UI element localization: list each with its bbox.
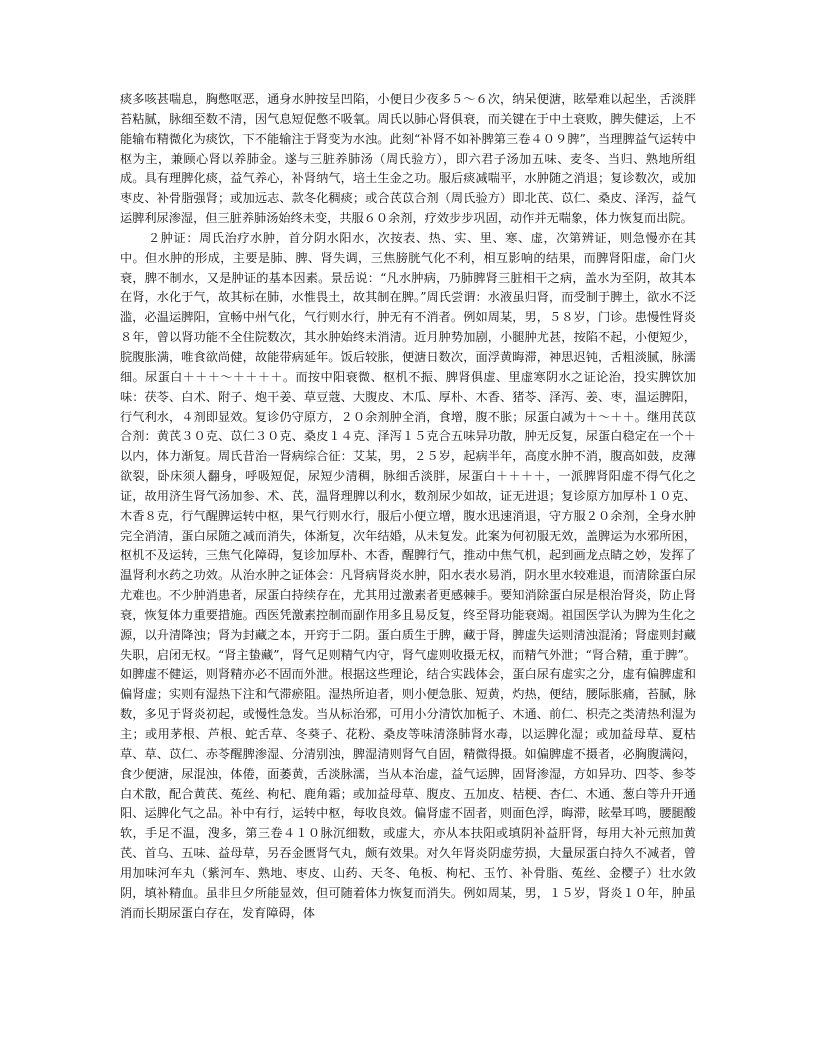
paragraph-1: 痰多咳甚喘息，胸憋呕恶，通身水肿按呈凹陷，小便日少夜多５～６次，纳呆便溏，眩晕难以起坐，舌淡胖苔粘腻，脉细至数不清，因气息短促憋不吸氧。周氏以肺心肾俱衰，而关键在于中土衰败，脾失健运，上不能输布精微化为痰饮，下不能输注于肾变为水浊。此刻“补肾不如补脾第三卷４０９脾”，当理脾益气运转中枢为主，兼顾心肾以养肺金。遂与三脏养肺汤（周氏验方），即六君子汤加五味、麦冬、当归、熟地所组成。具有理脾化痰，益气养心，补肾纳气，培土生金之功。服后痰减喘平，水肿随之消退；复诊数次，或加枣皮、补骨脂强肾；或加远志、款冬化稠痰；或合芪苡合剂（周氏验方）即北芪、苡仁、桑皮、泽泻，益气运脾利尿渗湿，但三脏养肺汤始终未变，共服６０余剂，疗效步步巩固，动作并无喘象，体力恢复而出院。 [120, 92, 696, 226]
document-page [120, 90, 696, 923]
paragraph-2: ２肿证：周氏治疗水肿，首分阴水阳水，次按表、热、实、里、寒、虚，次第辨证，则急慢亦在其中。但水肿的形成，主要是肺、脾、肾失调，三焦膀胱气化不利，相互影响的结果，而脾肾阳虚，命门火衰，脾不制水，又是肿证的基本因素。景岳说：“凡水肿病，乃肺脾肾三脏相干之病，盖水为至阴，故其本在肾，水化于气，故其标在肺，水惟畏土，故其制在脾。”周氏尝谓：水液虽归肾，而受制于脾土，欲水不泛滥，必温运脾阳，宣畅中州气化，气行则水行，肿无有不消者。例如周某，男，５８岁，门诊。患慢性肾炎８年，曾以肾功能不全住院数次，其水肿始终未消清。近月肿势加剧，小腿肿尤甚，按陷不起，小便短少，脘腹胀满，唯食欲尚健，故能带病延年。饭后较胀，便溏日数次，面浮黄晦滞，神思迟钝，舌粗淡腻，脉濡细。尿蛋白＋＋＋～＋＋＋＋。而按中阳衰微、枢机不振、脾肾俱虚、里虚寒阴水之证论治，投实脾饮加味：茯苓、白术、附子、炮干姜、草豆蔻、大腹皮、木瓜、厚朴、木香、猪苓、泽泻、姜、枣，温运脾阳，行气利水，４剂即显效。复诊仍守原方，２０余剂肿全消，食增，腹不胀；尿蛋白减为＋～＋＋。继用芪苡合剂：黄芪３０克、苡仁３０克、桑皮１４克、泽泻１５克合五味异功散，肿无反复，尿蛋白稳定在一个＋以内，体力渐复。周氏昔治一肾病综合征：艾某，男，２５岁，起病半年，高度水肿不消，腹高如鼓，皮薄欲裂，卧床须人翻身，呼吸短促，尿短少清稠，脉细舌淡胖，尿蛋白＋＋＋＋，一派脾肾阳虚不得气化之证，故用济生肾气汤加参、术、芪，温肾理脾以利水，数剂尿少如故，证无进退；复诊原方加厚朴１０克、木香８克，行气醒脾运转中枢，果气行则水行，服后小便立增，腹水迅速消退，守方服２０余剂，全身水肿完全消清，蛋白尿随之减而消失，体渐复，次年结婚，从未复发。此案为何初服无效，盖脾运为水邪所困，枢机不及运转，三焦气化障碍，复诊加厚朴、木香，醒脾行气，推动中焦气机，起到画龙点睛之妙，发挥了温肾利水药之功效。从治水肿之证体会：凡肾病肾炎水肿，阳水表水易消，阴水里水较难退，而清除蛋白尿尤难也。不少肿消患者，尿蛋白持续存在，尤其用过激素者更感棘手。要知消除蛋白尿是根治肾炎，防止肾衰，恢复体力重要措施。西医凭激素控制而副作用多且易反复，终至肾功能衰竭。祖国医学认为脾为生化之源，以升清降浊；肾为封藏之本，开窍于二阴。蛋白质生于脾，藏于肾，脾虚失运则清浊混淆；肾虚则封藏失职，启闭无权。“肾主蛰藏”，肾气足则精气内守，肾气虚则收摄无权，而精气外泄；“肾合精，重于脾”。如脾虚不健运，则肾精亦必不固而外泄。根据这些理论，结合实践体会，蛋白尿有虚实之分，虚有偏脾虚和偏肾虚；实则有湿热下注和气滞瘀阻。湿热所迫者，则小便急胀、短黄，灼热，便结，腰际胀痛，苔腻，脉数，多见于肾炎初起，或慢性急发。当从标治邪，可用小分清饮加栀子、木通、前仁、枳壳之类清热利湿为主；或用茅根、芦根、蛇舌草、冬葵子、花粉、桑皮等味清涤肺肾水毒，以运脾化湿；或加益母草、夏枯草、草、苡仁、赤苓醒脾渗湿、分清别浊，脾湿清则肾气自固，精微得摄。如偏脾虚不摄者，必胸腹满闷，食少便溏，尿混浊，体倦，面萎黄，舌淡脉濡，当从本治虚，益气运脾，固肾渗湿，方如异功、四苓、参苓白术散，配合黄芪、菟丝、枸杞、鹿角霜；或加益母草、腹皮、五加皮、桔梗、杏仁、木通、葱白等升开通阳、运脾化气之品。补中有行，运转中枢，每收良效。偏肾虚不固者，则面色浮，晦滞，眩晕耳鸣，腰腿酸软，手足不温，溲多，第三卷４１０脉沉细数，或虚大，亦从本扶阳或填阴补益肝肾，每用大补元煎加黄芪、首乌、五味、益母草，另吞金匮肾气丸，颇有效果。对久年肾炎阴虚劳损，大量尿蛋白持久不减者，曾用加味河车丸（紫河车、熟地、枣皮、山药、天冬、龟板、枸杞、玉竹、补骨脂、菟丝、金樱子）壮水敛阴，填补精血。虽非旦夕所能显效，但可随着体力恢复而消失。例如周某，男，１５岁，肾炎１０年，肿虽消而长期尿蛋白存在，发育障碍，体 [120, 230, 696, 920]
